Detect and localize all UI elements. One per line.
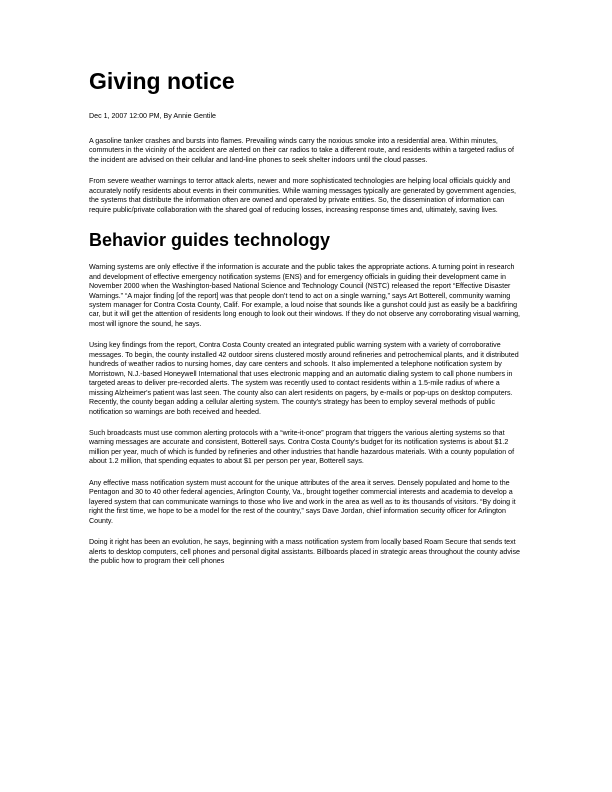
- section-paragraph-4: Any effective mass notification system must account for the unique attributes of the area it serves. Densely populated and home to the Pentagon and 30 to 40 other federal agencies, Arlington County, Va., brought together commercial interests and academia to develop a layered system that can communicate warnings to those who live and work in the area as well as to its thousands of visitors. “By doing it right the first time, we hope to be a model for the rest of the country,” says Dave Jordan, chief information security officer for Arlington County.: [89, 478, 516, 525]
- intro-paragraph-2: From severe weather warnings to terror attack alerts, newer and more sophisticated technologies are helping local officials quickly and accurately notify residents about events in their communities. While warning messages typically are generated by government agencies, the systems that distribute the information often are owned and operated by private entities. So, the dissemination of information can require public/private collaboration with the shared goal of reducing losses, increasing response times and, ultimately, saving lives.: [89, 177, 517, 214]
- intro-paragraph-1: A gasoline tanker crashes and bursts into flames. Prevailing winds carry the noxious smoke into a residential area. Within minutes, commuters in the vicinity of the accident are alerted on their car radios to take a different route, and residents within a targeted radius of the incident are advised on their cellular and land-line phones to seek shelter indoors until the cloud passes.: [89, 137, 514, 164]
- article-title: Giving notice: [89, 68, 235, 94]
- section-paragraph-5: Doing it right has been an evolution, he says, beginning with a mass notification system from locally based Roam Secure that sends text alerts to desktop computers, cell phones and personal digital assistants. Billboards placed in strategic areas throughout the county advise the public how to program their cell phones: [89, 538, 520, 565]
- section-heading: Behavior guides technology: [89, 230, 331, 251]
- section-paragraph-1: Warning systems are only effective if the information is accurate and the public takes the appropriate actions. A turning point in research and development of effective emergency notification systems (ENS) and for emergency officials in guiding their development came in November 2000 when the Washington-based National Science and Technology Council (NSTC) released the report “Effective Disaster Warnings.” “A major finding [of the report] was that people don’t tend to act on a single warning,” says Art Botterell, community warning system manager for Contra Costa County, Calif. For example, a loud noise that sounds like a gunshot could just as easily be a backfiring car, but it will get the attention of residents long enough to look out their windows. If they do not observe any corroborating visual warning, most will ignore the sound, he says.: [89, 263, 521, 328]
- section-paragraph-2: Using key findings from the report, Contra Costa County created an integrated public warning system with a variety of corroborative messages. To begin, the county installed 42 outdoor sirens clustered mostly around refineries and petrochemical plants, and it distributed hundreds of weather radios to nursing homes, day care centers and schools. It also implemented a telephone notification system by Morristown, N.J.-based Honeywell International that uses electronic mapping and an automatic dialing system to call phone numbers in targeted areas to deliver pre-recorded alerts. The system was recently used to contact residents within a 1.5-mile radius of where a missing Alzheimer's patient was last seen. The county also can alert residents on pagers, by e-mails or pop-ups on desktop computers. Recently, the county began adding a cellular alerting system. The county's strategy has been to employ several methods of public notification so warnings are both received and heeded.: [89, 341, 519, 416]
- article-page: [89, 67, 525, 578]
- section-paragraph-3: Such broadcasts must use common alerting protocols with a “write-it-once” program that triggers the various alerting systems so that warning messages are accurate and consistent, Botterell says. Contra Costa County's budget for its notification systems is about $1.2 million per year, much of which is funded by refineries and other industries that handle hazardous materials. With a county population of about 1.2 million, that spending equates to about $1 per person per year, Botterell says.: [89, 428, 515, 466]
- article-byline: Dec 1, 2007 12:00 PM, By Annie Gentile: [89, 112, 216, 120]
